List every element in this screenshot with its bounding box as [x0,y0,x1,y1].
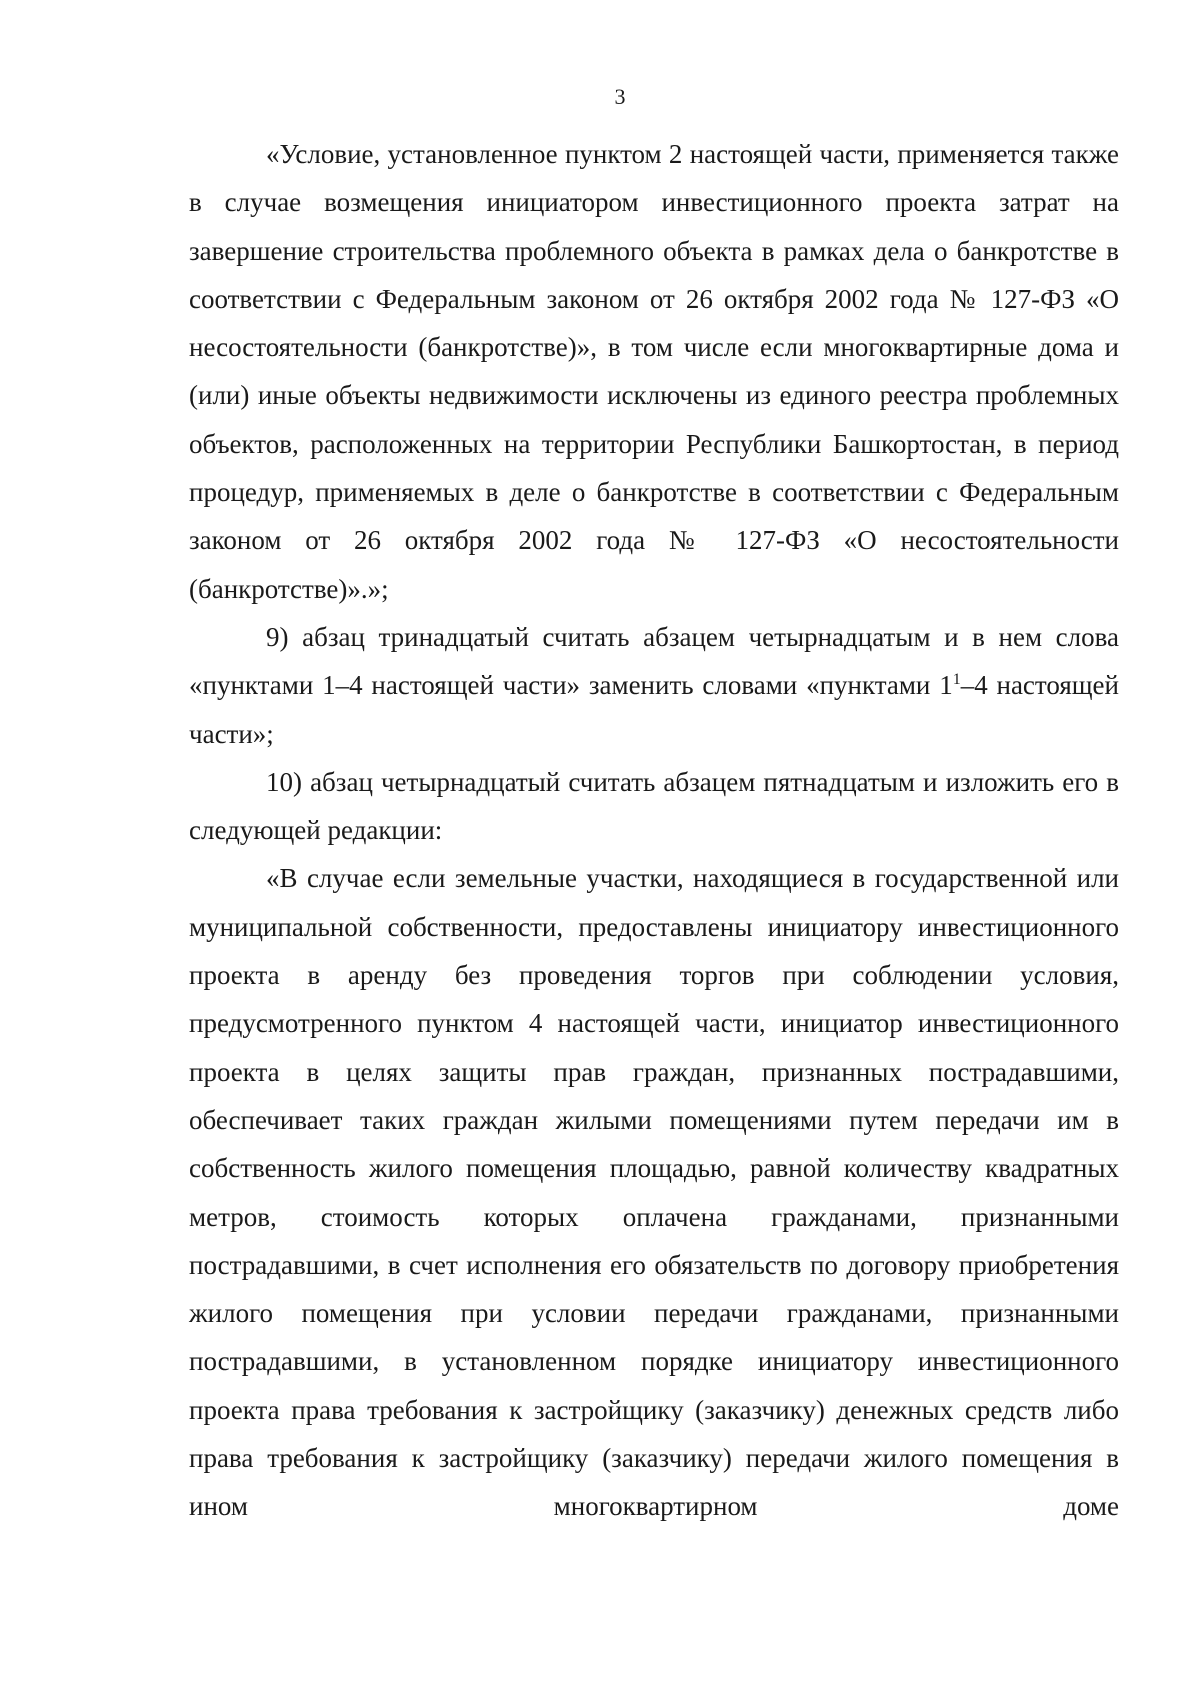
quoted-paragraph-condition: «Условие, установленное пунктом 2 настоящей части, применяется также в случае возмещения инициатором инвестиционного проекта затрат на завершение строительства проблемного объекта в рамках дела о банкротстве в соответствии с Федеральным законом от 26 октября 2002 года № 127-ФЗ «О несостоятельности (банкротстве)», в том числе если многоквартирные дома и (или) иные объекты недвижимости исключены из единого реестра проблемных объектов, расположенных на территории Республики Башкортостан, в период процедур, применяемых в деле о банкротстве в соответствии с Федеральным законом от 26 октября 2002 года № 127-ФЗ «О несостоятельности (банкротстве)».»; [189,139,1119,604]
page-number: 3 [614,84,626,109]
amendment-item-9 [189,613,1119,758]
amendment-item-9-text: 9) абзац тринадцатый считать абзацем четырнадцатым и в нем слова «пунктами 1–4 настоящей части» заменить словами «пунктами 1 [189,621,1119,701]
amendment-item-9-text-end: –4 настоящей части»; [189,670,1119,749]
quoted-paragraph-land-plots: «В случае если земельные участки, находящиеся в государственной или муниципальной собственности, предоставлены инициатору инвестиционного проекта в аренду без проведения торгов при соблюдении условия, предусмотренного пунктом 4 настоящей части, инициатор инвестиционного проекта в целях защиты прав граждан, признанных пострадавшими, обеспечивает таких граждан жилыми помещениями путем передачи им в собственность жилого помещения площадью, равной количеству квадратных метров, стоимость которых оплачена гражданами, признанными пострадавшими, в счет исполнения его обязательств по договору приобретения жилого помещения при условии передачи гражданами, признанными пострадавшими, в установленном порядке инициатору инвестиционного проекта права требования к застройщику (заказчику) денежных средств либо права требования к застройщику (заказчику) передачи жилого помещения в ином многоквартирном доме [189,863,1119,1522]
superscript: 1 [952,671,961,689]
amendment-item-10: 10) абзац четырнадцатый считать абзацем пятнадцатым и изложить его в следующей редакции: [189,766,1119,846]
document-body [189,130,1119,1531]
